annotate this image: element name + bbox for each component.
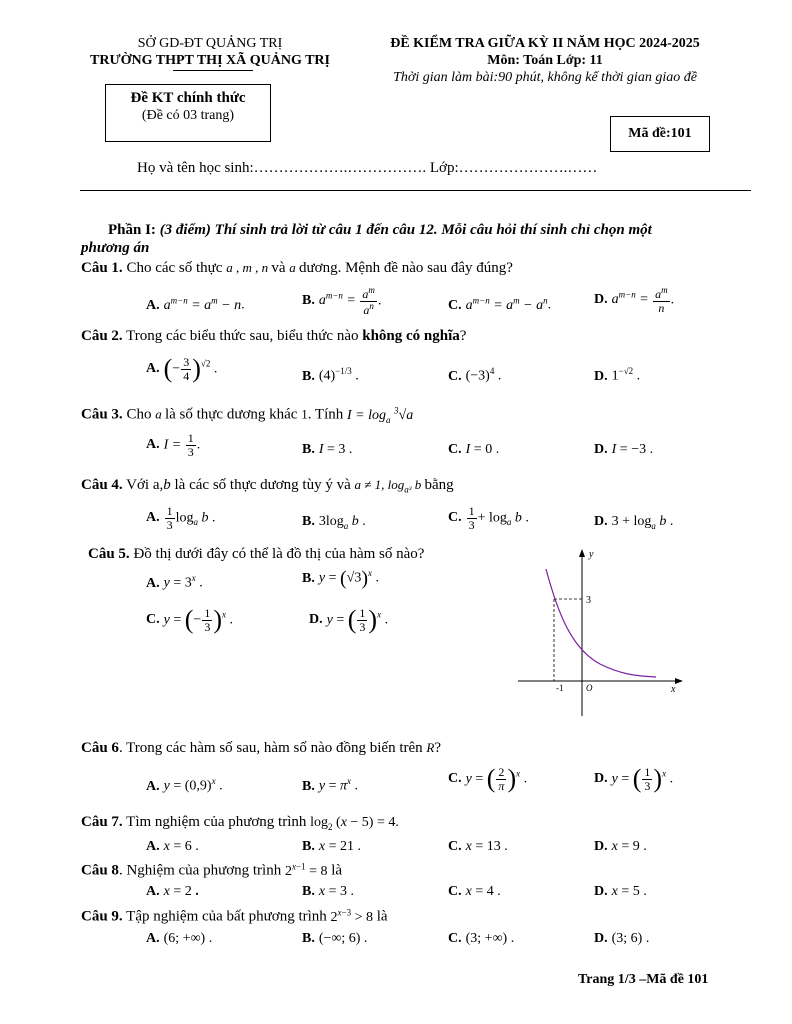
option-letter: B. [302,368,315,384]
question-7-text: Tìm nghiệm của phương trình [126,814,307,830]
option-letter: C. [448,368,462,384]
part1-instruction: (3 điểm) Thí sinh trả lời từ câu 1 đến câu 12. Mỗi câu hỏi thí sinh chỉ chọn một [159,222,652,238]
option-letter: C. [448,839,462,854]
option-letter: D. [594,931,608,946]
question-4-number: Câu 4. [81,477,123,493]
q1-option-b[interactable]: B. $a^{m-n}$ = $\frac{a^m}{a^n}$ . [302,285,382,317]
q6-option-a[interactable]: A. $y = (0,9)^x$ . [146,776,223,794]
option-letter: A. [146,437,160,453]
function-curve [546,569,656,677]
q7-option-a[interactable]: A. x = 6 . [146,839,199,854]
q4-option-b[interactable]: B. $3\log_a$ b . [302,514,366,531]
question-8: Câu 8. Nghiệm của phương trình $2^{x-1} = 8$ là [81,861,343,879]
question-8-number: Câu 8 [81,862,119,879]
question-4-text-c: bằng [424,477,454,493]
q3-option-a[interactable]: A. I = $\frac{1}{3}$ . [146,431,201,459]
question-5-number: Câu 5. [88,546,130,562]
pages-note: (Đề có 03 trang) [141,108,235,123]
student-info-line: Họ và tên học sinh:……………….……………. Lớp:………………….…… [137,160,598,176]
exam-time-note: Thời gian làm bài:90 phút, không kể thời gian giao đề [393,70,697,85]
option-letter: D. [594,771,608,787]
question-6-number: Câu 6 [81,740,119,756]
origin-label: O [586,683,593,693]
tick-label-y: 3 [586,595,591,606]
x-axis-arrow-icon [675,678,683,684]
question-3-number: Câu 3. [81,406,123,423]
option-letter: C. [448,442,462,457]
part1-label: Phần I: [108,222,156,238]
option-letter: C. [448,510,462,526]
official-label: Đề KT chính thức [130,90,246,106]
option-letter: B. [302,931,315,946]
option-letter: B. [302,778,315,794]
question-4: Câu 4. Với a,b là các số thực dương tùy ý và a ≠ 1, $\log_{a^3} b$ bằng [81,477,454,495]
q1-option-d[interactable]: D. $a^{m-n}$ = $\frac{a^m}{n}$ . [594,285,675,315]
q3-option-d[interactable]: D. I = −3 . [594,442,654,457]
question-2-end: ? [459,328,467,344]
option-letter: A. [146,297,160,313]
q3-option-c[interactable]: C. I = 0 . [448,442,500,457]
q8-option-b[interactable]: B. x = 3 . [302,884,354,899]
tick-label-x: -1 [556,683,564,693]
question-7: Câu 7. Tìm nghiệm của phương trình $\log_2 (x - 5) = 4$. [81,814,399,832]
option-letter: A. [146,575,160,591]
exam-title: ĐỀ KIỂM TRA GIỮA KỲ II NĂM HỌC 2024-2025 [390,36,700,51]
q9-option-c[interactable]: C. (3; +∞) . [448,931,515,946]
question-5 [88,546,424,563]
question-8-text: . Nghiệm của phương trình [118,862,282,879]
option-letter: C. [448,771,462,787]
q5-option-b[interactable]: B. $y = (√3)^x$ . [302,567,379,590]
y-axis-label: y [589,549,594,560]
option-letter: A. [146,361,160,377]
option-letter: A. [146,510,160,526]
option-letter: A. [146,778,160,794]
q7-option-d[interactable]: D. x = 9 . [594,839,647,854]
question-9-end: là [376,908,388,925]
q8-option-c[interactable]: C. x = 4 . [448,884,501,899]
question-4-text-b: là các số thực dương tùy ý và [174,477,351,493]
question-8-end: là [331,862,343,879]
option-letter: A. [146,839,160,854]
question-4-text: Với a, [126,477,164,493]
official-exam-box [105,84,271,142]
q9-option-b[interactable]: B. (−∞; 6) . [302,931,368,946]
question-5-text: Đồ thị dưới đây có thể là đồ thị của hàm số nào? [133,546,425,562]
option-letter: B. [302,514,315,529]
question-9-number: Câu 9. [81,908,123,925]
option-letter: D. [594,368,608,384]
q2-option-a[interactable]: A. (− $\frac{3}{4}$ )$^{√2}$ . [146,354,218,384]
q2-option-b[interactable]: B. $(4)^{-1/3}$ . [302,366,359,384]
question-3-text-c: . Tính [307,406,344,423]
q5-option-a[interactable]: A. $y = 3^x$ . [146,573,203,591]
question-6: Câu 6. Trong các hàm số sau, hàm số nào đồng biến trên R? [81,740,442,756]
question-1-text-c: dương. Mệnh đề nào sau đây đúng? [299,260,513,276]
question-2-number: Câu 2. [81,328,123,344]
q6-option-d[interactable]: D. y = ( $\frac{1}{3}$ )$^x$ . [594,764,674,794]
x-axis-label: x [671,684,676,695]
q6-option-c[interactable]: C. y = ( $\frac{2}{\pi}$ )$^x$ . [448,764,528,794]
option-letter: B. [302,442,315,457]
q4-option-a[interactable]: A. $\frac{1}{3}$ $\log_a b$ . [146,504,216,532]
exam-code: Mã đề:101 [628,126,692,141]
option-letter: C. [146,612,160,628]
page-footer: Trang 1/3 –Mã đề 101 [578,972,709,987]
q1-option-a[interactable]: A. $a^{m-n} = a^m - n$. [146,295,245,313]
q9-option-a[interactable]: A. (6; +∞) . [146,931,213,946]
option-letter: A. [146,931,160,946]
question-2 [81,328,466,345]
question-1: Câu 1. Cho các số thực a , m , n và a dương. Mệnh đề nào sau đây đúng? [81,260,513,276]
exam-subject: Môn: Toán Lớp: 11 [487,53,603,68]
q7-option-c[interactable]: C. x = 13 . [448,839,508,854]
option-letter: D. [594,442,608,457]
option-letter: B. [302,839,315,854]
option-letter: D. [594,884,608,899]
header-divider [80,190,751,191]
q4-option-c[interactable]: C. $\frac{1}{3}$ + $\log_a b$ . [448,504,529,532]
question-3-text-b: là số thực dương khác [164,406,298,423]
q5-option-c[interactable]: C. y = (− $\frac{1}{3}$ )$^x$ . [146,605,233,635]
option-letter: D. [594,514,608,529]
y-axis-arrow-icon [579,549,585,557]
q3-option-b[interactable]: B. I = 3 . [302,442,353,457]
q8-option-a[interactable]: A. x = 2 . [146,884,199,899]
question-3: Câu 3. Cho a là số thực dương khác 1. Tính $I = \log_a ^3√a$ [81,405,414,425]
question-1-text: Cho các số thực [126,260,223,276]
q9-option-d[interactable]: D. (3; 6) . [594,931,650,946]
question-1-number: Câu 1. [81,260,123,276]
q6-option-b[interactable]: B. $y = \pi^x$ . [302,776,358,794]
q8-option-d[interactable]: D. x = 5 . [594,884,647,899]
exam-code-box [610,116,710,152]
option-letter: D. [594,292,608,308]
question-2-text: Trong các biểu thức sau, biểu thức nào [126,328,359,344]
option-letter: D. [594,839,608,854]
question-6-text: . Trong các hàm số sau, hàm số nào đồng biến trên [118,740,423,756]
q2-option-d[interactable]: D. $1^{-√2}$ . [594,366,641,384]
option-letter: B. [302,884,315,899]
question-9: Câu 9. Tập nghiệm của bất phương trình $2^{x-3} > 8$ là [81,907,388,925]
q7-option-b[interactable]: B. x = 21 . [302,839,361,854]
q2-option-c[interactable]: C. $(-3)^4$ . [448,366,502,384]
school-name: TRƯỜNG THPT THỊ XÃ QUẢNG TRỊ [90,53,330,68]
option-letter: B. [302,570,315,586]
dept-name: SỞ GD-ĐT QUẢNG TRỊ [137,36,283,51]
q1-option-c[interactable]: C. $a^{m-n} = a^m - a^n$. [448,295,552,313]
option-letter: C. [448,884,462,899]
question-7-number: Câu 7. [81,814,123,830]
question-2-emphasis: không có nghĩa [362,328,460,344]
q4-option-d[interactable]: D. $3 + \log_a b$ . [594,514,674,531]
option-letter: C. [448,931,462,946]
question-1-text-b: và [271,260,286,276]
part1-instruction-cont: phương án [81,240,150,256]
exponential-graph [510,544,690,720]
part1-heading [108,222,652,239]
question-6-end: ? [434,740,442,756]
option-letter: D. [309,612,323,628]
option-letter: A. [146,884,160,899]
question-3-text: Cho [126,406,152,423]
q5-option-d[interactable]: D. y = ( $\frac{1}{3}$ )$^x$ . [309,605,389,635]
school-underline [173,70,253,71]
option-letter: C. [448,297,462,313]
question-9-text: Tập nghiệm của bất phương trình [126,908,327,925]
option-letter: B. [302,293,315,309]
